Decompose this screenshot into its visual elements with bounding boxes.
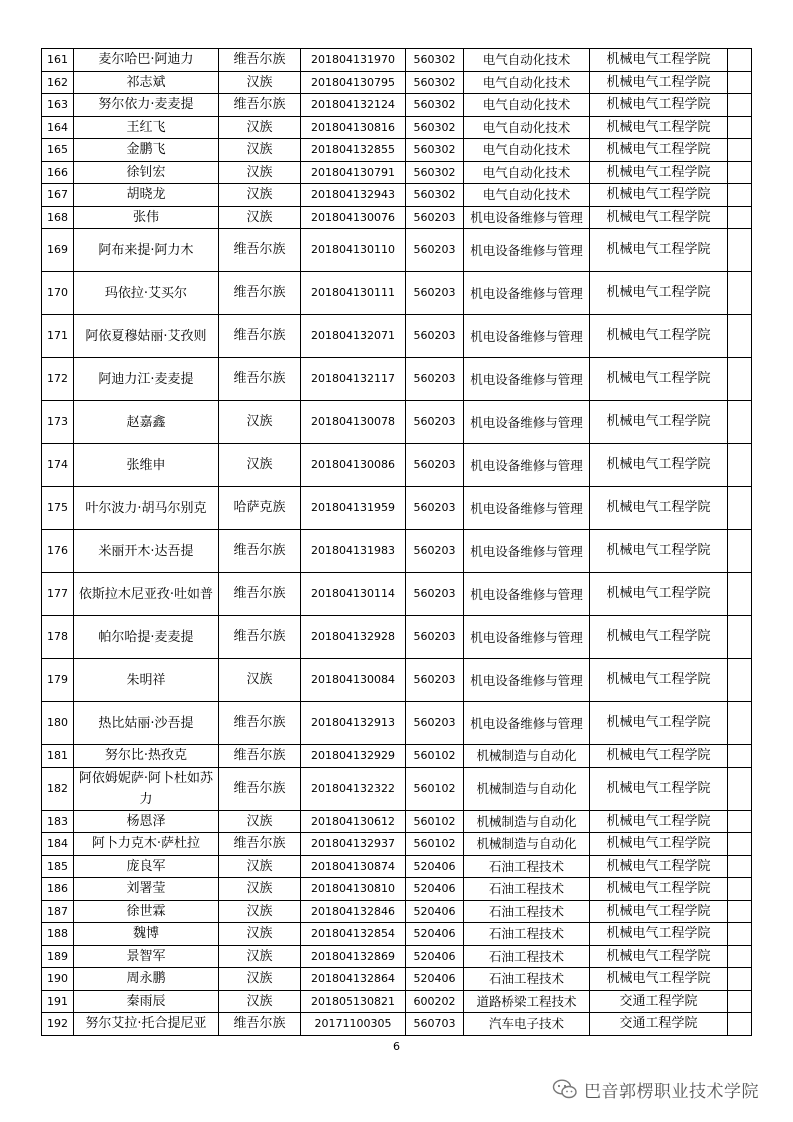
cell-student-id: 201804130110 [301,229,406,272]
table-row [42,616,752,659]
cell-ethnicity: 维吾尔族 [219,229,301,272]
cell-blank [728,659,752,702]
cell-major-code: 560203 [406,401,464,444]
cell-number: 182 [42,767,74,810]
page-number: 6 [393,1040,400,1053]
cell-student-id: 201804130111 [301,272,406,315]
cell-blank [728,855,752,878]
cell-major: 电气自动化技术 [464,139,590,162]
cell-college: 交通工程学院 [590,990,728,1013]
cell-major: 机电设备维修与管理 [464,315,590,358]
cell-major-code: 520406 [406,855,464,878]
cell-name: 努尔艾拉·托合提尼亚 [74,1013,219,1036]
cell-ethnicity: 维吾尔族 [219,767,301,810]
cell-college: 机械电气工程学院 [590,49,728,72]
cell-major-code: 560302 [406,94,464,117]
cell-major-code: 560203 [406,272,464,315]
cell-major: 石油工程技术 [464,900,590,923]
cell-college: 机械电气工程学院 [590,206,728,229]
cell-name: 景智军 [74,945,219,968]
cell-student-id: 201804132846 [301,900,406,923]
cell-major: 机电设备维修与管理 [464,487,590,530]
watermark [552,1077,759,1101]
cell-number: 189 [42,945,74,968]
cell-major: 电气自动化技术 [464,71,590,94]
cell-ethnicity: 汉族 [219,945,301,968]
cell-blank [728,49,752,72]
cell-major: 机械制造与自动化 [464,745,590,768]
cell-blank [728,116,752,139]
cell-ethnicity: 维吾尔族 [219,702,301,745]
cell-college: 交通工程学院 [590,1013,728,1036]
cell-blank [728,272,752,315]
table-row [42,745,752,768]
cell-major-code: 560302 [406,116,464,139]
cell-ethnicity: 汉族 [219,116,301,139]
cell-student-id: 20171100305 [301,1013,406,1036]
cell-number: 162 [42,71,74,94]
cell-blank [728,161,752,184]
cell-ethnicity: 维吾尔族 [219,358,301,401]
cell-ethnicity: 维吾尔族 [219,49,301,72]
table-row [42,229,752,272]
cell-major: 电气自动化技术 [464,94,590,117]
cell-blank [728,358,752,401]
cell-major-code: 560203 [406,444,464,487]
cell-major: 石油工程技术 [464,968,590,991]
table-row [42,530,752,573]
cell-blank [728,833,752,856]
table-row [42,206,752,229]
table-row [42,990,752,1013]
cell-name: 玛依拉·艾买尔 [74,272,219,315]
cell-major: 电气自动化技术 [464,161,590,184]
cell-ethnicity: 汉族 [219,990,301,1013]
cell-name: 努尔比·热孜克 [74,745,219,768]
cell-major: 机电设备维修与管理 [464,229,590,272]
cell-college: 机械电气工程学院 [590,659,728,702]
cell-name: 杨恩泽 [74,810,219,833]
cell-number: 188 [42,923,74,946]
cell-college: 机械电气工程学院 [590,855,728,878]
cell-college: 机械电气工程学院 [590,745,728,768]
cell-student-id: 201804132869 [301,945,406,968]
cell-number: 175 [42,487,74,530]
cell-number: 185 [42,855,74,878]
cell-name: 阿依姆妮萨·阿卜杜如苏力 [74,767,219,810]
cell-name: 徐世霖 [74,900,219,923]
cell-name: 王红飞 [74,116,219,139]
cell-number: 176 [42,530,74,573]
cell-blank [728,206,752,229]
table-row [42,444,752,487]
cell-ethnicity: 汉族 [219,878,301,901]
cell-name: 依斯拉木尼亚孜·吐如普 [74,573,219,616]
cell-number: 192 [42,1013,74,1036]
cell-blank [728,94,752,117]
cell-number: 178 [42,616,74,659]
cell-student-id: 201804130810 [301,878,406,901]
table-row [42,358,752,401]
cell-student-id: 201804130076 [301,206,406,229]
cell-number: 180 [42,702,74,745]
cell-blank [728,71,752,94]
cell-ethnicity: 维吾尔族 [219,315,301,358]
cell-number: 190 [42,968,74,991]
cell-major-code: 560302 [406,49,464,72]
cell-number: 181 [42,745,74,768]
cell-number: 164 [42,116,74,139]
cell-major: 石油工程技术 [464,878,590,901]
table-row [42,139,752,162]
cell-ethnicity: 汉族 [219,71,301,94]
cell-name: 张维申 [74,444,219,487]
cell-name: 胡晓龙 [74,184,219,207]
cell-student-id: 201804132855 [301,139,406,162]
cell-student-id: 201804131983 [301,530,406,573]
table-row [42,968,752,991]
cell-major: 机械制造与自动化 [464,767,590,810]
cell-ethnicity: 维吾尔族 [219,616,301,659]
cell-major-code: 560302 [406,161,464,184]
cell-major: 机械制造与自动化 [464,810,590,833]
cell-college: 机械电气工程学院 [590,923,728,946]
cell-college: 机械电气工程学院 [590,272,728,315]
cell-student-id: 201804130078 [301,401,406,444]
cell-ethnicity: 维吾尔族 [219,272,301,315]
cell-student-id: 201804132928 [301,616,406,659]
table-row [42,315,752,358]
cell-ethnicity: 汉族 [219,968,301,991]
table-row [42,810,752,833]
cell-number: 166 [42,161,74,184]
cell-ethnicity: 汉族 [219,855,301,878]
cell-major-code: 560203 [406,530,464,573]
cell-blank [728,530,752,573]
cell-number: 172 [42,358,74,401]
cell-college: 机械电气工程学院 [590,968,728,991]
cell-ethnicity: 汉族 [219,923,301,946]
cell-college: 机械电气工程学院 [590,833,728,856]
table-row [42,945,752,968]
cell-major: 机电设备维修与管理 [464,272,590,315]
cell-number: 186 [42,878,74,901]
cell-major-code: 560302 [406,139,464,162]
cell-name: 帕尔哈提·麦麦提 [74,616,219,659]
cell-major-code: 560203 [406,229,464,272]
table-row [42,401,752,444]
cell-college: 机械电气工程学院 [590,184,728,207]
cell-college: 机械电气工程学院 [590,358,728,401]
table-row [42,900,752,923]
cell-number: 191 [42,990,74,1013]
cell-ethnicity: 汉族 [219,161,301,184]
cell-major: 机电设备维修与管理 [464,358,590,401]
table-row [42,878,752,901]
cell-name: 叶尔波力·胡马尔别克 [74,487,219,530]
cell-major-code: 560102 [406,833,464,856]
cell-student-id: 201804131970 [301,49,406,72]
cell-college: 机械电气工程学院 [590,94,728,117]
cell-college: 机械电气工程学院 [590,573,728,616]
cell-blank [728,745,752,768]
cell-number: 161 [42,49,74,72]
cell-name: 努尔依力·麦麦提 [74,94,219,117]
cell-name: 阿卜力克木·萨杜拉 [74,833,219,856]
cell-major: 电气自动化技术 [464,184,590,207]
table-row [42,49,752,72]
cell-student-id: 201804130795 [301,71,406,94]
table-row [42,184,752,207]
cell-college: 机械电气工程学院 [590,810,728,833]
cell-ethnicity: 汉族 [219,184,301,207]
cell-ethnicity: 汉族 [219,444,301,487]
cell-major: 机电设备维修与管理 [464,573,590,616]
cell-student-id: 201804132864 [301,968,406,991]
cell-student-id: 201804132937 [301,833,406,856]
cell-major-code: 560102 [406,767,464,810]
cell-blank [728,878,752,901]
cell-name: 周永鹏 [74,968,219,991]
table-row [42,767,752,810]
cell-major-code: 520406 [406,878,464,901]
cell-name: 金鹏飞 [74,139,219,162]
cell-major-code: 560302 [406,71,464,94]
table-row [42,702,752,745]
cell-ethnicity: 维吾尔族 [219,1013,301,1036]
cell-student-id: 201804132117 [301,358,406,401]
watermark-text: 巴音郭楞职业技术学院 [584,1081,759,1102]
cell-major-code: 560703 [406,1013,464,1036]
cell-student-id: 201804132322 [301,767,406,810]
cell-blank [728,616,752,659]
cell-name: 张伟 [74,206,219,229]
table-row [42,71,752,94]
cell-student-id: 201805130821 [301,990,406,1013]
cell-ethnicity: 汉族 [219,139,301,162]
cell-college: 机械电气工程学院 [590,767,728,810]
cell-name: 阿依夏穆姑丽·艾孜则 [74,315,219,358]
table-row [42,923,752,946]
cell-number: 173 [42,401,74,444]
table-row [42,855,752,878]
table-row [42,1013,752,1036]
wechat-icon [552,1079,578,1099]
table-row [42,272,752,315]
cell-major-code: 520406 [406,900,464,923]
cell-blank [728,401,752,444]
cell-ethnicity: 汉族 [219,900,301,923]
cell-major-code: 520406 [406,968,464,991]
cell-student-id: 201804132943 [301,184,406,207]
cell-number: 177 [42,573,74,616]
cell-college: 机械电气工程学院 [590,900,728,923]
cell-major: 机电设备维修与管理 [464,401,590,444]
cell-number: 183 [42,810,74,833]
cell-college: 机械电气工程学院 [590,139,728,162]
cell-major-code: 560203 [406,206,464,229]
student-roster-table [41,48,752,1036]
cell-blank [728,968,752,991]
table-row [42,573,752,616]
cell-student-id: 201804130874 [301,855,406,878]
cell-blank [728,444,752,487]
cell-student-id: 201804132071 [301,315,406,358]
cell-student-id: 201804130791 [301,161,406,184]
cell-number: 165 [42,139,74,162]
cell-major-code: 560203 [406,573,464,616]
cell-major-code: 600202 [406,990,464,1013]
cell-blank [728,767,752,810]
cell-major-code: 560203 [406,702,464,745]
cell-ethnicity: 维吾尔族 [219,745,301,768]
cell-major: 机电设备维修与管理 [464,444,590,487]
cell-major-code: 560302 [406,184,464,207]
cell-blank [728,229,752,272]
cell-name: 阿迪力江·麦麦提 [74,358,219,401]
cell-blank [728,487,752,530]
cell-major-code: 560203 [406,616,464,659]
cell-number: 167 [42,184,74,207]
cell-blank [728,315,752,358]
cell-college: 机械电气工程学院 [590,161,728,184]
roster-body [42,49,752,1036]
cell-ethnicity: 维吾尔族 [219,573,301,616]
cell-major: 机电设备维修与管理 [464,530,590,573]
cell-student-id: 201804132124 [301,94,406,117]
cell-ethnicity: 汉族 [219,659,301,702]
cell-major-code: 560203 [406,358,464,401]
cell-ethnicity: 维吾尔族 [219,833,301,856]
cell-major-code: 560203 [406,659,464,702]
cell-college: 机械电气工程学院 [590,702,728,745]
table-row [42,161,752,184]
cell-name: 热比姑丽·沙吾提 [74,702,219,745]
cell-number: 170 [42,272,74,315]
table-row [42,487,752,530]
cell-name: 秦雨辰 [74,990,219,1013]
cell-blank [728,139,752,162]
cell-number: 171 [42,315,74,358]
cell-number: 169 [42,229,74,272]
cell-student-id: 201804130084 [301,659,406,702]
cell-number: 184 [42,833,74,856]
cell-major: 道路桥梁工程技术 [464,990,590,1013]
cell-college: 机械电气工程学院 [590,616,728,659]
cell-major: 石油工程技术 [464,945,590,968]
cell-blank [728,810,752,833]
cell-college: 机械电气工程学院 [590,945,728,968]
cell-major-code: 560102 [406,745,464,768]
cell-number: 163 [42,94,74,117]
cell-ethnicity: 哈萨克族 [219,487,301,530]
cell-name: 徐钊宏 [74,161,219,184]
cell-ethnicity: 汉族 [219,810,301,833]
cell-student-id: 201804130612 [301,810,406,833]
cell-name: 赵嘉鑫 [74,401,219,444]
cell-major: 机电设备维修与管理 [464,702,590,745]
cell-major: 电气自动化技术 [464,49,590,72]
cell-college: 机械电气工程学院 [590,444,728,487]
cell-blank [728,702,752,745]
cell-number: 179 [42,659,74,702]
cell-college: 机械电气工程学院 [590,487,728,530]
cell-student-id: 201804131959 [301,487,406,530]
cell-college: 机械电气工程学院 [590,530,728,573]
cell-number: 187 [42,900,74,923]
cell-major: 汽车电子技术 [464,1013,590,1036]
cell-name: 庞良军 [74,855,219,878]
cell-major-code: 560203 [406,315,464,358]
cell-blank [728,923,752,946]
cell-major: 石油工程技术 [464,923,590,946]
cell-major-code: 560102 [406,810,464,833]
cell-major: 机电设备维修与管理 [464,616,590,659]
cell-number: 174 [42,444,74,487]
cell-blank [728,573,752,616]
cell-student-id: 201804132854 [301,923,406,946]
cell-college: 机械电气工程学院 [590,71,728,94]
cell-major-code: 520406 [406,945,464,968]
cell-number: 168 [42,206,74,229]
cell-college: 机械电气工程学院 [590,878,728,901]
cell-college: 机械电气工程学院 [590,229,728,272]
cell-name: 魏博 [74,923,219,946]
cell-student-id: 201804130816 [301,116,406,139]
cell-ethnicity: 汉族 [219,401,301,444]
cell-student-id: 201804132929 [301,745,406,768]
cell-major: 电气自动化技术 [464,116,590,139]
cell-blank [728,990,752,1013]
cell-ethnicity: 汉族 [219,206,301,229]
cell-blank [728,1013,752,1036]
cell-major: 机械制造与自动化 [464,833,590,856]
cell-major-code: 560203 [406,487,464,530]
cell-major-code: 520406 [406,923,464,946]
cell-student-id: 201804132913 [301,702,406,745]
table-row [42,659,752,702]
cell-college: 机械电气工程学院 [590,315,728,358]
cell-name: 麦尔哈巴·阿迪力 [74,49,219,72]
cell-major: 机电设备维修与管理 [464,206,590,229]
cell-name: 朱明祥 [74,659,219,702]
cell-name: 阿布来提·阿力木 [74,229,219,272]
cell-college: 机械电气工程学院 [590,401,728,444]
cell-student-id: 201804130086 [301,444,406,487]
cell-major: 机电设备维修与管理 [464,659,590,702]
cell-ethnicity: 维吾尔族 [219,530,301,573]
cell-blank [728,945,752,968]
cell-name: 米丽开木·达吾提 [74,530,219,573]
table-row [42,116,752,139]
table-row [42,833,752,856]
cell-college: 机械电气工程学院 [590,116,728,139]
table-row [42,94,752,117]
cell-name: 祁志斌 [74,71,219,94]
cell-blank [728,900,752,923]
cell-major: 石油工程技术 [464,855,590,878]
cell-student-id: 201804130114 [301,573,406,616]
cell-ethnicity: 维吾尔族 [219,94,301,117]
cell-blank [728,184,752,207]
cell-name: 刘署莹 [74,878,219,901]
